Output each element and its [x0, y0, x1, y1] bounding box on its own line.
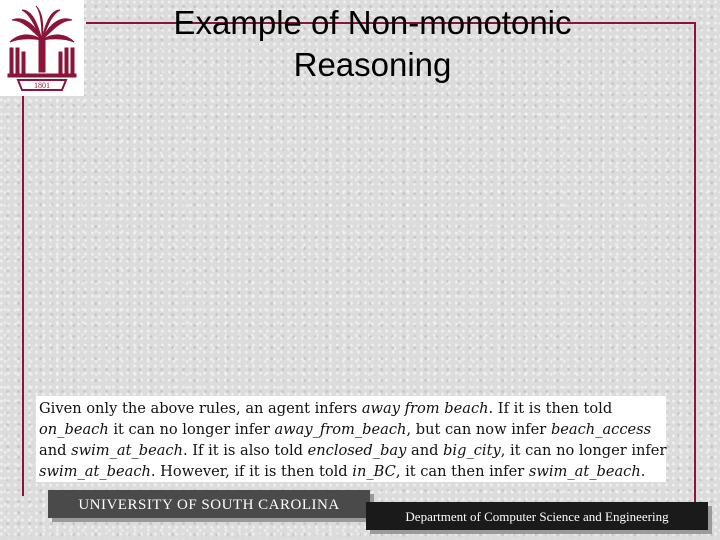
department-footer-label: Department of Computer Science and Engineering: [366, 502, 708, 530]
university-footer-label: UNIVERSITY OF SOUTH CAROLINA: [48, 490, 370, 518]
italic-term: swim_at_beach: [39, 463, 151, 480]
paragraph-line: [39, 440, 667, 461]
slide-title: Example of Non-monotonic Reasoning: [173, 4, 572, 83]
italic-term: big_city: [443, 442, 501, 459]
italic-term: swim_at_beach: [71, 442, 183, 459]
slide-frame-left-border: [22, 96, 24, 496]
paragraph-text: .: [640, 463, 646, 480]
paragraph-text: . If it is also told: [183, 442, 308, 459]
logo-year-text: 1801: [34, 81, 50, 90]
italic-term: in_BC: [352, 463, 396, 480]
italic-term: on_beach: [39, 421, 109, 438]
paragraph-line: [39, 461, 663, 482]
italic-term: beach_access: [550, 421, 652, 438]
university-logo: [0, 0, 84, 96]
paragraph-text: and: [39, 442, 72, 459]
paragraph-text: Given only the above rules, an agent infers: [39, 400, 362, 417]
paragraph-text: . However, if it is then told: [150, 463, 353, 480]
paragraph-text: , but can now infer: [406, 421, 551, 438]
paragraph-text: and: [406, 442, 444, 459]
paragraph-line: [39, 419, 663, 440]
italic-term: away_from_beach: [274, 421, 407, 438]
slide-frame-right-border: [694, 22, 696, 502]
paragraph-text: it can no longer infer: [108, 421, 275, 438]
palmetto-tree-seal-icon: [0, 0, 84, 96]
paragraph-line: [39, 398, 663, 419]
italic-term: enclosed_bay: [307, 442, 407, 459]
italic-term: away from beach: [361, 400, 489, 417]
paragraph-text: , it can then infer: [395, 463, 529, 480]
italic-term: swim_at_beach: [528, 463, 641, 480]
explanation-paragraph: [36, 396, 666, 482]
paragraph-text: . If it is then told: [488, 400, 613, 417]
paragraph-text: , it can no longer infer: [500, 442, 667, 459]
